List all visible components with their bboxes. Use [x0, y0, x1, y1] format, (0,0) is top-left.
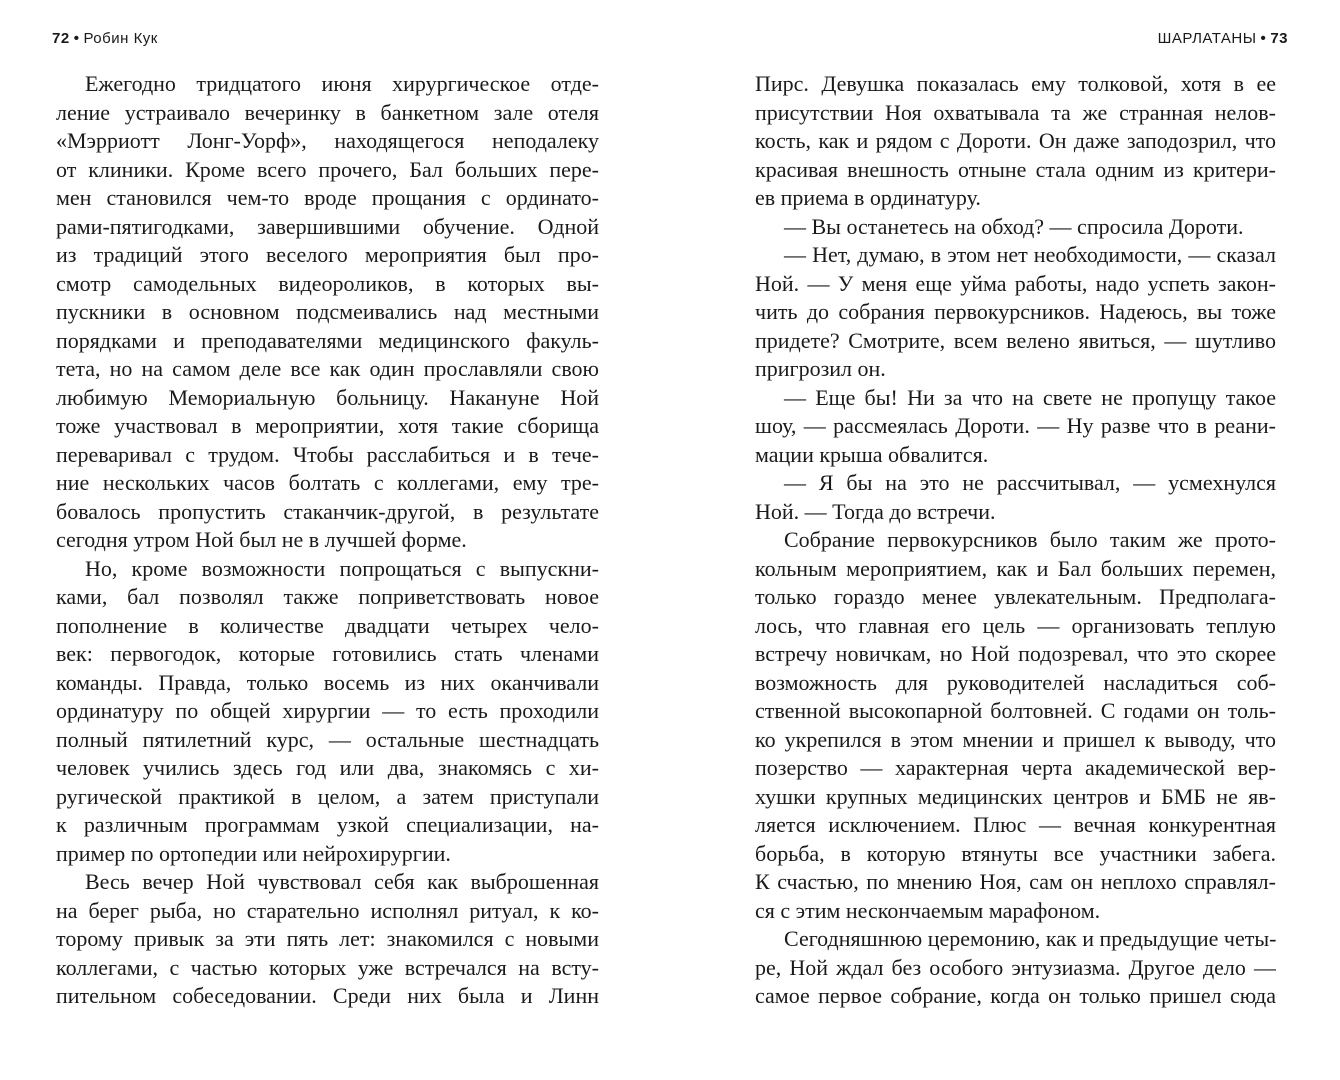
text-line: рами-пятигодками, завершившими обучение. Одной: [56, 213, 599, 239]
text-line: только гораздо менее увлекательным. Предполага-: [755, 584, 1276, 609]
text-line: кость, как и рядом с Дороти. Он даже заподозрил, что: [755, 128, 1276, 153]
text-line: ние нескольких часов болтать с коллегами, ему тре-: [56, 470, 599, 495]
text-line: ординатуру по общей хирургии — то есть проходили: [56, 698, 599, 723]
text-line: коллегами, с частью которых уже встречался на всту-: [56, 954, 599, 980]
text-line: пускники в основном подсмеивались над местными: [56, 299, 599, 324]
text-line: присутствии Ноя охватывала та же странная нелов-: [755, 99, 1276, 125]
text-line: ся с этим нескончаемым марафоном.: [755, 897, 1101, 923]
text-line: Пирс. Девушка показалась ему толковой, хотя в ее: [755, 71, 1276, 96]
text-line: — Еще бы! Ни за что на свете не пропущу такое: [784, 384, 1276, 410]
text-line: чить до собрания первокурсников. Надеюсь, вы тоже: [755, 299, 1276, 324]
body-text-right: [755, 70, 1276, 1011]
text-line: от клиники. Кроме всего прочего, Бал больших пере-: [56, 156, 599, 182]
text-line: — Вы останетесь на обход? — спросила Дороти.: [784, 213, 1244, 239]
text-line: борьба, в которую втянуты все участники забега.: [755, 840, 1276, 866]
text-line: Сегодняшнюю церемонию, как и предыдущие четы-: [784, 926, 1276, 951]
text-line: к различным программам узкой специализации, на-: [56, 812, 599, 837]
text-line: переваривал с трудом. Чтобы расслабиться и в тече-: [56, 441, 599, 467]
text-line: лось, что главная его цель — организовать теплую: [755, 612, 1276, 638]
running-head-left: [52, 30, 158, 47]
text-line: шоу, — рассмеялась Дороти. — Ну разве что в реани-: [755, 413, 1276, 438]
text-line: ко укрепился в этом мнении и пришел к выводу, что: [755, 726, 1276, 752]
text-line: смотр самодельных видеороликов, в которых вы-: [56, 270, 599, 296]
page-number: 73: [1270, 30, 1288, 47]
text-line: ре, Ной ждал без особого энтузиазма. Другое дело —: [755, 954, 1276, 980]
text-line: кольным мероприятием, как и Бал больших перемен,: [755, 555, 1276, 581]
text-line: сегодня утром Ной был не в лучшей форме.: [56, 527, 467, 552]
text-line: человек учились здесь год или два, знакомясь с хи-: [56, 755, 599, 780]
book-title: ШАРЛАТАНЫ: [1157, 30, 1257, 47]
text-line: возможность для руководителей насладиться соб-: [755, 669, 1276, 695]
text-line: красивая внешность отныне стала одним из критери-: [755, 156, 1276, 182]
text-line: Весь вечер Ной чувствовал себя как выброшенная: [85, 869, 599, 894]
text-line: «Мэрриотт Лонг-Уорф», находящегося неподалеку: [56, 128, 599, 153]
separator-dot-icon: •: [1260, 30, 1267, 47]
text-line: самое первое собрание, когда он только пришел сюда: [755, 983, 1276, 1008]
right-page: [670, 0, 1340, 1080]
text-line: ление устраивало вечеринку в банкетном зале отеля: [56, 99, 599, 125]
text-line: Ной. — У меня еще уйма работы, надо успеть закон-: [755, 270, 1276, 296]
text-line: полный пятилетний курс, — остальные шестнадцать: [56, 726, 599, 752]
body-text-left: [56, 70, 599, 1011]
text-line: придете? Смотрите, всем велено явиться, — шутливо: [755, 327, 1276, 353]
text-line: Ежегодно тридцатого июня хирургическое отде-: [85, 71, 599, 96]
text-line: пополнение в количестве двадцати четырех чело-: [56, 612, 599, 638]
text-line: встречу новичкам, но Ной подозревал, что это скорее: [755, 641, 1276, 666]
text-line: век: первогодок, которые готовились стать членами: [56, 641, 599, 666]
text-line: на берег рыба, но старательно исполнял ритуал, к ко-: [56, 897, 599, 923]
text-line: порядками и преподавателями медицинского факуль-: [56, 327, 599, 353]
text-line: тоже участвовал в мероприятии, хотя такие сборища: [56, 413, 599, 438]
text-line: ев приема в ординатуру.: [755, 185, 981, 210]
text-line: бовалось пропустить стаканчик-другой, в результате: [56, 498, 599, 524]
separator-dot-icon: •: [73, 30, 80, 47]
text-line: ками, бал позволял также поприветствовать новое: [56, 584, 599, 609]
text-line: Но, кроме возможности попрощаться с выпускни-: [85, 555, 599, 581]
text-line: любимую Мемориальную больницу. Накануне Ной: [56, 384, 599, 410]
text-line: позерство — характерная черта академической вер-: [755, 755, 1276, 780]
text-line: мен становился чем-то вроде прощания с ординато-: [56, 185, 599, 210]
running-head-right: [1158, 30, 1288, 47]
text-line: тета, но на самом деле все как один прославляли свою: [56, 356, 599, 381]
text-line: пригрозил он.: [755, 356, 886, 381]
text-line: Собрание первокурсников было таким же прото-: [784, 527, 1276, 552]
author-name: Робин Кук: [83, 30, 158, 47]
text-line: пительном собеседовании. Среди них была и Линн: [56, 983, 599, 1008]
text-line: — Нет, думаю, в этом нет необходимости, — сказал: [784, 242, 1276, 267]
text-line: ственной высокопарной болтовней. С годами он толь-: [755, 698, 1276, 723]
text-line: — Я бы на это не рассчитывал, — усмехнулся: [784, 470, 1276, 495]
text-line: Ной. — Тогда до встречи.: [755, 498, 996, 524]
text-line: мации крыша обвалится.: [755, 441, 989, 467]
text-line: торому привык за эти пять лет: знакомился с новыми: [56, 926, 599, 951]
text-line: К счастью, по мнению Ноя, сам он неплохо справлял-: [755, 869, 1276, 894]
text-line: пример по ортопедии или нейрохирургии.: [56, 840, 451, 866]
text-line: хушки крупных медицинских центров и БМБ не яв-: [755, 783, 1276, 809]
text-line: ляется исключением. Плюс — вечная конкурентная: [755, 812, 1276, 837]
text-line: из традиций этого веселого мероприятия был про-: [56, 242, 599, 267]
text-line: команды. Правда, только восемь из них оканчивали: [56, 669, 599, 695]
text-line: ругической практикой в целом, а затем приступали: [56, 783, 599, 809]
page-number: 72: [52, 30, 70, 47]
